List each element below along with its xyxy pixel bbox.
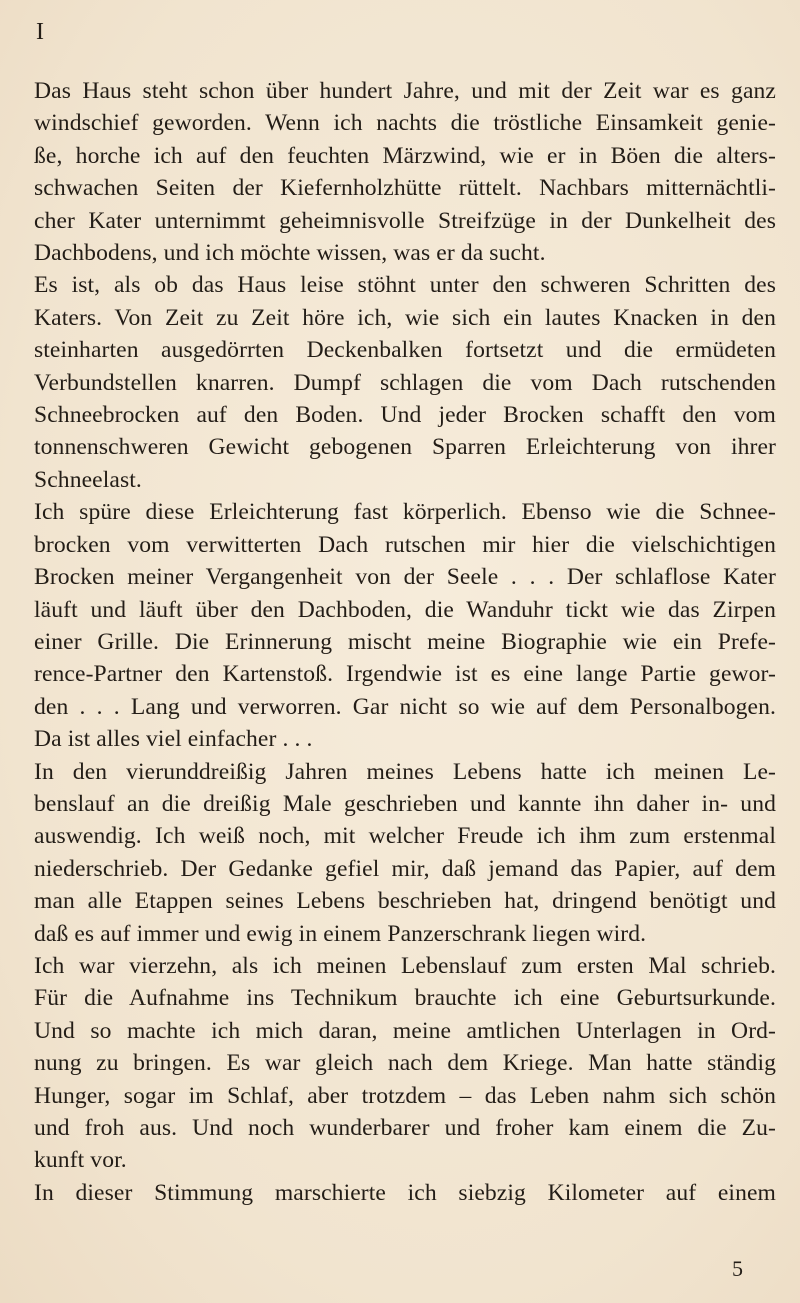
text-line: Hunger, sogar im Schlaf, aber trotzdem – das Leben nahm sich schön (34, 1082, 776, 1109)
paragraph (34, 269, 776, 496)
text-line: läuft und läuft über den Dachboden, die Wanduhr tickt wie das Zirpen (34, 596, 776, 623)
paragraph (34, 1177, 776, 1209)
text-line: und froh aus. Und noch wunderbarer und froher kam einem die Zu- (34, 1115, 776, 1141)
text-line: Dachbodens, und ich möchte wissen, was er da sucht. (34, 240, 546, 267)
text-line: man alle Etappen seines Lebens beschrieben hat, dringend benötigt und (34, 888, 776, 915)
text-line: schwachen Seiten der Kiefernholzhütte rüttelt. Nachbars mitternächtli- (34, 175, 776, 202)
text-line: Für die Aufnahme ins Technikum brauchte ich eine Geburtsurkunde. (34, 985, 776, 1012)
text-line: auswendig. Ich weiß noch, mit welcher Freude ich ihm zum erstenmal (34, 823, 776, 850)
text-line: Das Haus steht schon über hundert Jahre, und mit der Zeit war es ganz (34, 78, 776, 104)
text-line: brocken vom verwitterten Dach rutschen mir hier die vielschichtigen (34, 531, 776, 558)
text-line: Schneelast. (34, 466, 142, 493)
paragraph (34, 950, 776, 1177)
text-line: Schneebrocken auf den Boden. Und jeder Brocken schafft den vom (34, 402, 776, 429)
text-line: ße, horche ich auf den feuchten Märzwind, wie er in Böen die alters- (34, 142, 776, 169)
text-line: Katers. Von Zeit zu Zeit höre ich, wie sich ein lautes Knacken in den (34, 304, 776, 331)
text-line: daß es auf immer und ewig in einem Panzerschrank liegen wird. (34, 920, 647, 947)
text-line: In dieser Stimmung marschierte ich siebzig Kilometer auf einem (34, 1179, 776, 1206)
text-line: tonnenschweren Gewicht gebogenen Sparren Erleichterung von ihrer (34, 434, 776, 461)
text-line: Brocken meiner Vergangenheit von der Seele . . . Der schlaflose Kater (34, 564, 776, 591)
text-line: benslauf an die dreißig Male geschrieben und kannte ihn daher in- und (34, 790, 776, 817)
text-line: Es ist, als ob das Haus leise stöhnt unter den schweren Schritten des (34, 272, 776, 299)
text-line: den . . . Lang und verworren. Gar nicht so wie auf dem Personalbogen. (34, 693, 776, 720)
text-line: cher Kater unternimmt geheimnisvolle Streifzüge in der Dunkelheit des (34, 207, 776, 234)
chapter-number: I (36, 19, 44, 45)
text-line: Ich spüre diese Erleichterung fast körperlich. Ebenso wie die Schnee- (34, 499, 776, 526)
text-line: niederschrieb. Der Gedanke gefiel mir, daß jemand das Papier, auf dem (34, 855, 776, 882)
text-line: steinharten ausgedörrten Deckenbalken fortsetzt und die ermüdeten (34, 337, 776, 364)
text-line: Da ist alles viel einfacher . . . (34, 726, 313, 753)
text-line: einer Grille. Die Erinnerung mischt meine Biographie wie ein Prefe- (34, 628, 776, 655)
text-line: Ich war vierzehn, als ich meinen Lebenslauf zum ersten Mal schrieb. (34, 952, 776, 979)
paragraph (34, 75, 776, 269)
text-line: windschief geworden. Wenn ich nachts die tröstliche Einsamkeit genie- (34, 110, 776, 137)
text-line: rence-Partner den Kartenstoß. Irgendwie ist es eine lange Partie gewor- (34, 661, 776, 688)
paragraph (34, 756, 776, 950)
text-line: nung zu bringen. Es war gleich nach dem Kriege. Man hatte ständig (34, 1050, 776, 1077)
text-line: In den vierunddreißig Jahren meines Lebens hatte ich meinen Le- (34, 758, 776, 785)
body-text (34, 75, 776, 1209)
text-line: kunft vor. (34, 1147, 127, 1174)
paragraph (34, 496, 776, 755)
text-line: Verbundstellen knarren. Dumpf schlagen die vom Dach rutschenden (34, 369, 776, 396)
text-line: Und so machte ich mich daran, meine amtlichen Unterlagen in Ord- (34, 1017, 776, 1044)
page-number: 5 (732, 1256, 743, 1281)
